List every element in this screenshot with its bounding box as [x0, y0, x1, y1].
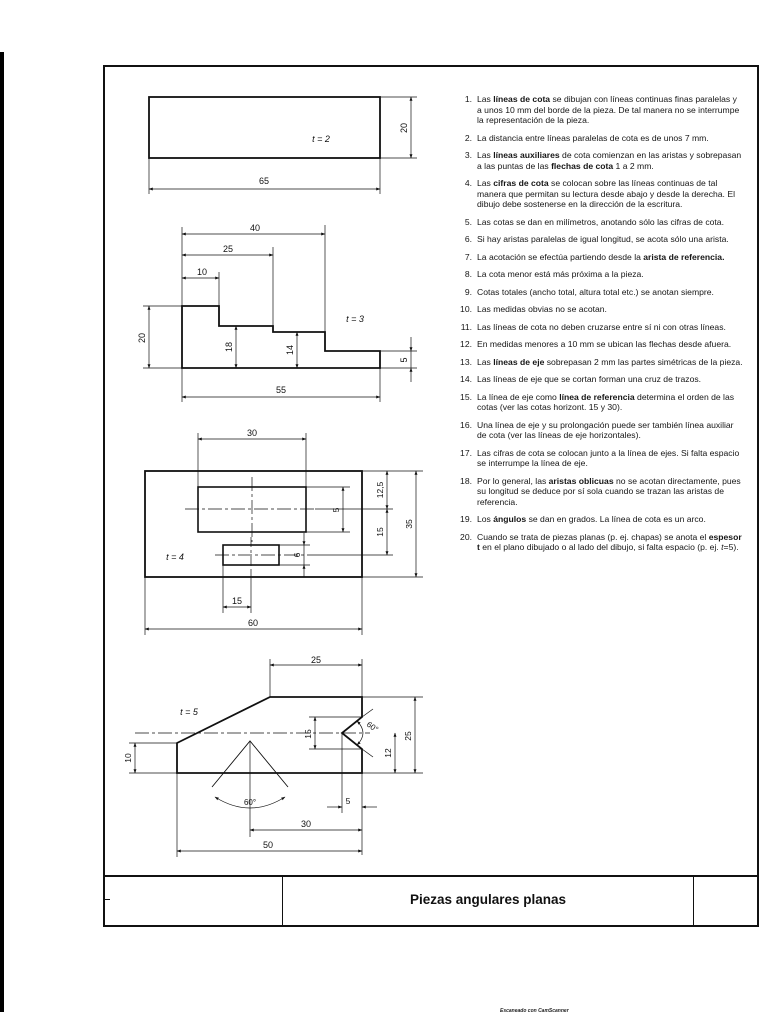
rule-item [448, 252, 744, 263]
rule-number: 5. [464, 216, 472, 227]
fig1-dim-text: 65 [258, 176, 270, 186]
figure-2-stepped-piece [143, 225, 417, 402]
rule-item [448, 514, 744, 525]
rule-text: no se acotan directamente, pues su longitud se deduce por sí sola cuando se trazan las aristas de referencia. [477, 475, 741, 507]
rule-term: arista de referencia. [643, 251, 725, 262]
rule-number: 1. [464, 94, 472, 104]
rule-text: Las [477, 94, 494, 104]
fig3-dim-text: 6 [292, 552, 302, 558]
rule-text: Las cifras de cota se colocan junto a la línea de ejes. Si falta espacio se interrumpe la línea de eje. [477, 447, 740, 468]
fig3-dim-text: 5 [331, 507, 341, 513]
rule-number: 12. [460, 339, 472, 349]
rule-item [448, 133, 744, 144]
rule-text: Las [477, 150, 494, 160]
rule-item [448, 217, 744, 228]
rule-text: Las [477, 178, 494, 188]
title-tick [103, 899, 110, 900]
fig3-dim-text: 30 [246, 428, 258, 438]
rule-text: La línea de eje como [477, 391, 560, 402]
rule-text: Cotas totales (ancho total, altura total etc.) se anotan siempre. [477, 286, 714, 297]
rule-term: líneas de cota [493, 94, 551, 104]
rule-number: 8. [464, 269, 472, 279]
rule-number: 2. [464, 132, 472, 143]
rule-item [448, 357, 744, 368]
rule-item [448, 234, 744, 245]
rule-number: 13. [460, 356, 472, 367]
rule-term: líneas de eje [493, 356, 545, 367]
rule-text: En medidas menores a 10 mm se ubican las flechas desde afuera. [477, 339, 732, 349]
rule-item [448, 532, 744, 553]
rule-text: Una línea de eje y su prolongación puede ser también línea auxiliar de cota (ver las líneas de eje horizontales). [477, 419, 734, 440]
fig3-thickness: t = 4 [166, 552, 184, 562]
fig1-dim-text: 20 [399, 122, 409, 134]
figure-4-angular-piece [129, 659, 423, 857]
fig2-dim-text: 20 [137, 332, 147, 344]
rule-item [448, 94, 744, 126]
drawing-sheet [103, 65, 759, 927]
rule-text: determina el orden de las cotas (ver las cotas horizont. 15 y 30). [477, 391, 735, 412]
figure-1-rectangle [149, 97, 417, 194]
fig3-dim-text: 15 [231, 596, 243, 606]
fig2-dim-text: 55 [275, 385, 287, 395]
rule-number: 3. [464, 150, 472, 160]
fig3-dim-text: 12,5 [375, 481, 385, 499]
scanner-watermark: Escaneado con CamScanner [500, 1008, 569, 1014]
fig3-dim-text: 60 [247, 618, 259, 628]
rule-text: en el plano dibujado o al lado del dibujo, si falta espacio (p. ej. [479, 542, 722, 552]
rule-number: 9. [464, 286, 472, 297]
fig4-dim-text: 12 [383, 748, 393, 758]
rule-number: 17. [460, 447, 472, 458]
rule-number: 10. [460, 304, 472, 314]
fig4-dim-text: 50 [262, 840, 274, 850]
fig4-dim-text: 15 [303, 729, 313, 739]
fig2-thickness: t = 3 [346, 314, 364, 324]
rule-text: se dan en grados. La línea de cota es un arco. [526, 514, 706, 524]
rule-text: t [721, 542, 724, 552]
fig4-angle-text: 60° [243, 798, 257, 807]
fig3-dim-text: 35 [404, 519, 414, 529]
fig4-angle-text: 60° [364, 719, 380, 735]
rule-item [448, 150, 744, 171]
rule-text: Las [477, 356, 494, 367]
rule-item [448, 339, 744, 350]
rule-text: La distancia entre líneas paralelas de cota es de unos 7 mm. [477, 132, 709, 143]
rule-text: Las líneas de cota no deben cruzarse entre sí ni con otras líneas. [477, 321, 726, 332]
rule-item [448, 287, 744, 298]
rules-list [448, 94, 744, 553]
rule-text: La acotación se efectúa partiendo desde la [477, 251, 644, 262]
scan-left-edge [0, 52, 4, 1012]
fig4-dim-text: 10 [123, 753, 133, 763]
fig4-dim-text: 30 [300, 819, 312, 829]
fig2-dim-text: 25 [222, 244, 234, 254]
rule-item [448, 304, 744, 315]
rule-term: línea de referencia [559, 391, 635, 402]
rule-text: Por lo general, las [477, 475, 549, 486]
rule-item [448, 269, 744, 280]
rule-number: 6. [464, 234, 472, 244]
rule-item [448, 322, 744, 333]
rule-number: 14. [460, 374, 472, 384]
fig2-dim-text: 18 [224, 341, 234, 353]
rule-text: sobrepasan 2 mm las partes simétricas de la pieza. [544, 356, 743, 367]
fig1-thickness: t = 2 [312, 134, 330, 144]
rule-number: 11. [460, 321, 472, 332]
rule-text: =5). [723, 542, 739, 552]
rule-text: 1 a 2 mm. [613, 160, 654, 171]
rule-text: Los [477, 514, 494, 524]
rule-text: de cota comienzan en las aristas y sobrepasan a las puntas de las [477, 150, 742, 171]
rule-item [448, 448, 744, 469]
title-divider [693, 877, 694, 925]
fig4-dim-text: 25 [310, 655, 322, 665]
rule-term: líneas auxiliares [493, 150, 560, 160]
rule-text: se colocan sobre las líneas continuas de tal manera que permitan su lectura desde abajo y desde la derecha. El dibujo debe sostenerse en la dirección de la escritura. [477, 178, 735, 209]
rule-number: 18. [460, 475, 472, 486]
fig4-dim-text: 25 [403, 731, 413, 741]
rule-text: Las cotas se dan en milímetros, anotando sólo las cifras de cota. [477, 216, 724, 227]
rule-item [448, 374, 744, 385]
fig3-dim-text: 15 [375, 527, 385, 537]
rule-item [448, 476, 744, 508]
rule-number: 19. [460, 514, 472, 524]
rule-term: espesor t [477, 531, 742, 552]
rule-number: 20. [460, 531, 472, 542]
technical-drawings [105, 67, 443, 879]
fig4-dim-text: 5 [345, 796, 351, 806]
rule-number: 15. [460, 391, 472, 402]
fig2-dim-text: 14 [285, 344, 295, 356]
rule-item [448, 420, 744, 441]
rule-text: se dibujan con líneas continuas finas paralelas y a unos 10 mm del borde de la pieza. De tal manera no se interrumpe la representación de la pieza. [477, 94, 740, 125]
rule-number: 4. [464, 178, 472, 188]
fig2-dim-text: 40 [249, 223, 261, 233]
fig4-thickness: t = 5 [180, 707, 198, 717]
fig2-dim-text: 5 [399, 357, 409, 363]
fig2-dim-text: 10 [196, 267, 208, 277]
rule-text: Cuando se trata de piezas planas (p. ej. chapas) se anota el [477, 531, 709, 542]
rule-term: flechas de cota [551, 160, 614, 171]
rule-number: 16. [460, 419, 472, 430]
title-block [105, 875, 757, 925]
rule-number: 7. [464, 251, 472, 262]
rule-item [448, 178, 744, 210]
rule-text: Las líneas de eje que se cortan forman una cruz de trazos. [477, 374, 702, 384]
rule-text: Si hay aristas paralelas de igual longitud, se acota sólo una arista. [477, 234, 729, 244]
rule-item [448, 392, 744, 413]
rule-term: cifras de cota [493, 178, 549, 188]
rule-text: La cota menor está más próxima a la pieza. [477, 269, 644, 279]
rule-text: Las medidas obvias no se acotan. [477, 304, 607, 314]
rule-term: aristas oblicuas [548, 475, 614, 486]
rule-term: ángulos [493, 514, 527, 524]
page-title: Piezas angulares planas [409, 892, 567, 907]
